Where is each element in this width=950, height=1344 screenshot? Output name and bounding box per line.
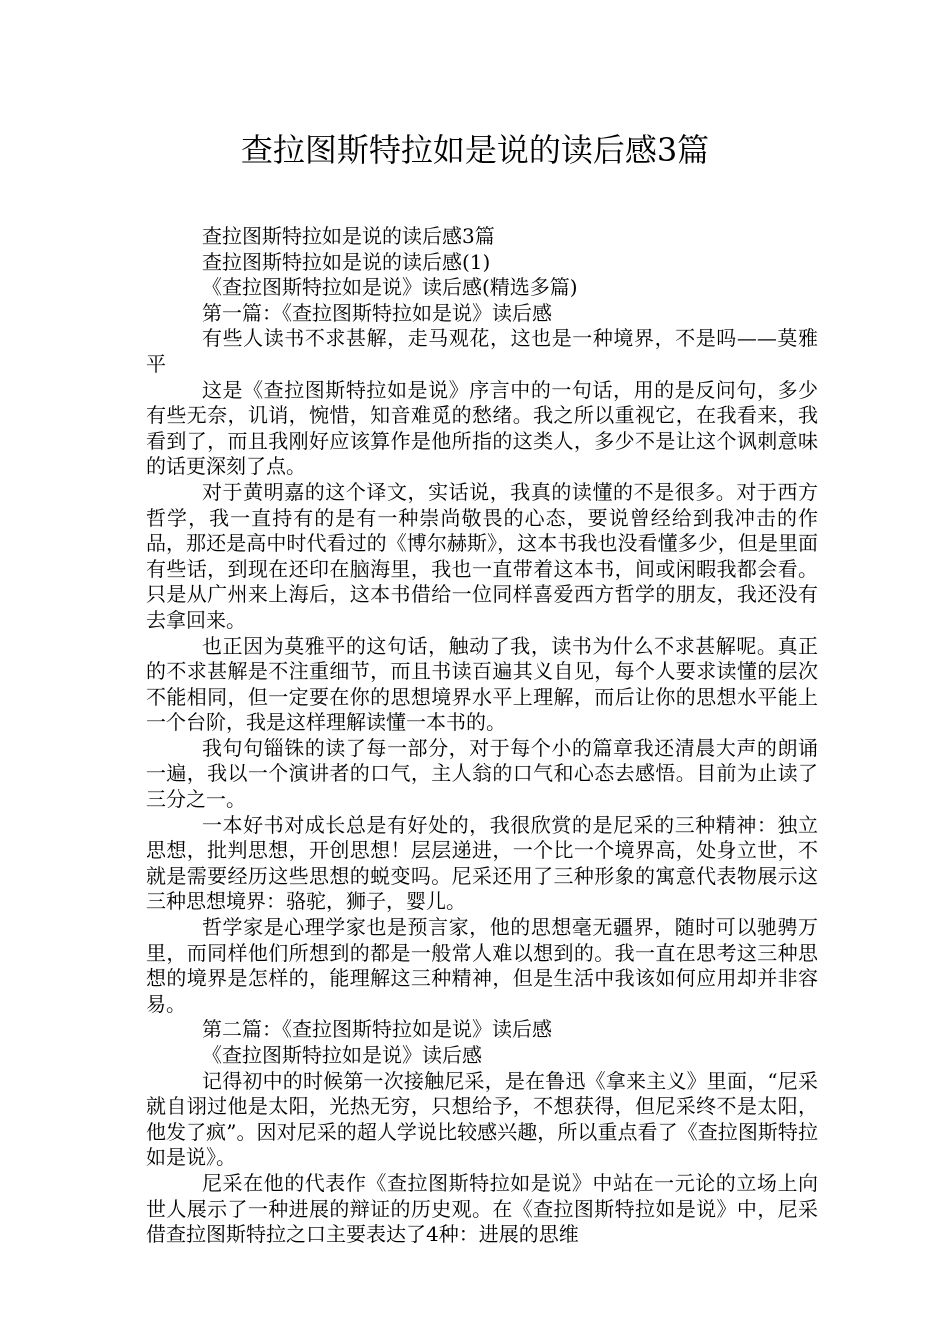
paragraph: 记得初中的时候第一次接触尼采，是在鲁迅《拿来主义》里面，“尼采就自诩过他是太阳，光热无穷，只想给予，不想获得，但尼采终不是太阳，他发了疯”。因对尼采的超人学说比较感兴趣，所以重点看了《查拉图斯特拉如是说》。 (146, 1068, 818, 1170)
paragraph: 有些人读书不求甚解，走马观花，这也是一种境界，不是吗——莫雅平 (146, 326, 818, 376)
paragraph: 这是《查拉图斯特拉如是说》序言中的一句话，用的是反问句，多少有些无奈，讥诮，惋惜，知音难觅的愁绪。我之所以重视它，在我看来，我看到了，而且我刚好应该算作是他所指的这类人，多少不是让这个讽刺意味的话更深刻了点。 (146, 377, 818, 479)
paragraph: 哲学家是心理学家也是预言家，他的思想毫无疆界，随时可以驰骋万里，而同样他们所想到的都是一般常人难以想到的。我一直在思考这三种思想的境界是怎样的，能理解这三种精神，但是生活中我该如何应用却并非容易。 (146, 915, 818, 1016)
paragraph: 查拉图斯特拉如是说的读后感3篇 (202, 224, 495, 248)
paragraph: 查拉图斯特拉如是说的读后感(1) (202, 249, 491, 274)
section-heading: 第二篇：《查拉图斯特拉如是说》读后感 (202, 1017, 552, 1042)
paragraph: 《查拉图斯特拉如是说》读后感 (202, 1043, 482, 1067)
paragraph: 尼采在他的代表作《查拉图斯特拉如是说》中站在一元论的立场上向世人展示了一种进展的辩证的历史观。在《查拉图斯特拉如是说》中，尼采借查拉图斯特拉之口主要表达了4种：进展的思维 (146, 1170, 818, 1247)
paragraph: 《查拉图斯特拉如是说》读后感(精选多篇) (202, 275, 578, 300)
paragraph: 也正因为莫雅平的这句话，触动了我，读书为什么不求甚解呢。真正的不求甚解是不注重细节，而且书读百遍其义自见，每个人要求读懂的层次不能相同，但一定要在你的思想境界水平上理解，而后让你的思想水平能上一个台阶，我是这样理解读懂一本书的。 (146, 633, 818, 735)
document-body (146, 224, 818, 1248)
paragraph: 我句句锱铢的读了每一部分，对于每个小的篇章我还清晨大声的朗诵一遍，我以一个演讲者的口气，主人翁的口气和心态去感悟。目前为止读了三分之一。 (146, 735, 818, 812)
document-title: 查拉图斯特拉如是说的读后感3篇 (240, 131, 710, 169)
paragraph: 对于黄明嘉的这个译文，实话说，我真的读懂的不是很多。对于西方哲学，我一直持有的是有一种崇尚敬畏的心态，要说曾经给到我冲击的作品，那还是高中时代看过的《博尔赫斯》，这本书我也没看懂多少，但是里面有些话，到现在还印在脑海里，我也一直带着这本书，间或闲暇我都会看。只是从广州来上海后，这本书借给一位同样喜爱西方哲学的朋友，我还没有去拿回来。 (146, 479, 818, 632)
paragraph: 一本好书对成长总是有好处的，我很欣赏的是尼采的三种精神：独立思想，批判思想，开创思想！层层递进，一个比一个境界高，处身立世，不就是需要经历这些思想的蜕变吗。尼采还用了三种形象的寓意代表物展示这三种思想境界：骆驼，狮子，婴儿。 (146, 812, 818, 914)
section-heading: 第一篇：《查拉图斯特拉如是说》读后感 (202, 300, 552, 325)
